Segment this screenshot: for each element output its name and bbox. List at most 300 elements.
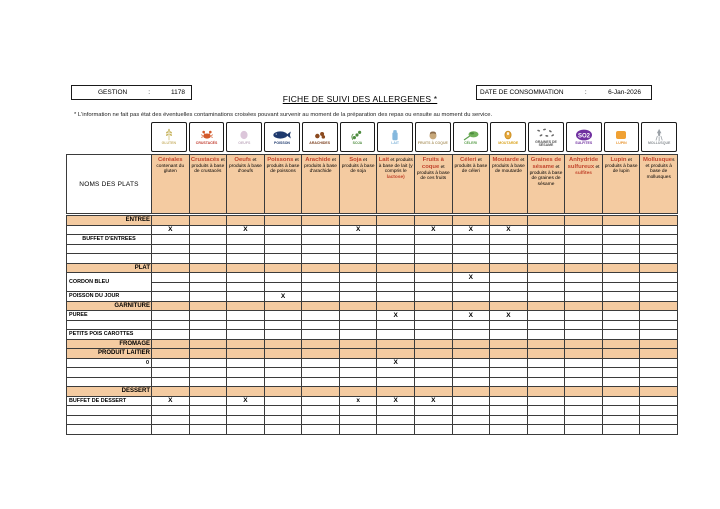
lupin-icon (613, 128, 629, 142)
dish-name-cell (67, 378, 151, 387)
allergen-mark-cell (603, 368, 640, 377)
section-band-cell (603, 387, 640, 396)
dish-name-cell: PUREE (67, 311, 151, 320)
allergen-mark-cell (227, 378, 264, 387)
allergen-desc-highlight: sulfites (575, 170, 592, 176)
allergen-mark-cell (340, 311, 377, 320)
allergen-mark-cell (152, 416, 189, 425)
allergen-mark-cell (565, 273, 602, 282)
allergen-body-grid (66, 215, 678, 435)
gestion-value: 1178 (171, 89, 185, 96)
section-band-cell (603, 340, 640, 349)
allergen-title: Graines de sésame (530, 157, 562, 170)
section-band-cell (190, 340, 227, 349)
allergen-mark-cell (302, 406, 339, 415)
dish-name-cell (67, 416, 151, 425)
section-band-cell (152, 302, 189, 311)
section-band-label: GARNITURE (67, 302, 151, 311)
allergen-mark-cell (227, 416, 264, 425)
allergen-mark-cell (265, 359, 302, 368)
allergen-mark-cell (227, 330, 264, 339)
allergen-mark-cell (152, 292, 189, 301)
allergen-icon-cell (604, 122, 640, 152)
allergen-mark-cell (640, 368, 677, 377)
allergen-mark-cell (603, 235, 640, 244)
allergen-mark-cell (227, 359, 264, 368)
allergen-mark-cell (265, 416, 302, 425)
section-band-cell (152, 349, 189, 358)
allergen-desc: et produits à base de céleri (454, 158, 488, 175)
fish-icon (271, 128, 292, 142)
allergen-mark-cell (453, 425, 490, 434)
allergen-mark-cell (528, 368, 565, 377)
allergen-mark-cell (302, 283, 339, 292)
allergen-mark-cell (340, 273, 377, 282)
egg-icon (237, 128, 251, 142)
allergen-mark-cell (152, 378, 189, 387)
allergen-mark-cell (565, 406, 602, 415)
allergen-icon-label: FRUITS À COQUE (417, 141, 448, 146)
allergen-mark-cell (302, 378, 339, 387)
section-band-cell (415, 340, 452, 349)
allergen-mark-cell (565, 397, 602, 406)
allergen-mark-cell (490, 368, 527, 377)
allergen-header-cell (415, 155, 452, 213)
section-band-cell (190, 264, 227, 273)
allergen-mark-cell (528, 378, 565, 387)
section-band-cell (490, 387, 527, 396)
allergen-mark-cell (640, 321, 677, 330)
allergen-mark-cell (377, 245, 414, 254)
dish-name-cell: PETITS POIS CAROTTES (67, 330, 151, 339)
section-band-cell (227, 340, 264, 349)
allergen-icon-label: GLUTEN (161, 141, 177, 146)
allergen-icon-label: CRUSTACÉS (195, 141, 218, 146)
section-band-cell (528, 216, 565, 225)
allergen-mark-cell (415, 245, 452, 254)
allergen-desc: et produits à base de poissons (266, 158, 300, 175)
allergen-mark-cell (340, 378, 377, 387)
allergen-mark-cell (415, 273, 452, 282)
allergen-mark-cell (490, 416, 527, 425)
allergen-mark-cell (528, 425, 565, 434)
allergen-mark-cell (490, 330, 527, 339)
section-band-cell (453, 349, 490, 358)
allergen-mark-cell (265, 273, 302, 282)
allergen-mark-cell (415, 425, 452, 434)
allergen-mark-cell (302, 368, 339, 377)
section-band-cell (528, 349, 565, 358)
dish-name-cell: POISSON DU JOUR (67, 292, 151, 301)
allergen-mark-cell (603, 416, 640, 425)
section-band-cell (190, 387, 227, 396)
allergen-mark-cell (528, 292, 565, 301)
so2-icon (574, 128, 594, 142)
section-band-cell (453, 302, 490, 311)
allergen-mark-cell (227, 368, 264, 377)
allergen-mark-cell (453, 245, 490, 254)
allergen-mark-cell (640, 235, 677, 244)
date-value: 6-Jan-2026 (608, 89, 641, 96)
section-band-cell (227, 302, 264, 311)
icon-row-spacer (66, 122, 150, 152)
allergen-mark-cell (227, 254, 264, 263)
allergen-mark-cell (340, 330, 377, 339)
section-band-cell (302, 216, 339, 225)
svg-text:SO2: SO2 (577, 133, 590, 140)
allergen-desc: et produits à base de moutarde (492, 158, 525, 175)
section-band-cell (640, 349, 677, 358)
allergen-mark-cell (152, 273, 189, 282)
allergen-mark-cell (227, 425, 264, 434)
section-band-cell (227, 264, 264, 273)
allergen-mark-cell (565, 368, 602, 377)
allergen-icon-cell (453, 122, 489, 152)
allergen-icon-label: SULFITES (575, 141, 593, 146)
allergen-mark-cell (528, 397, 565, 406)
section-band-label: ENTREE (67, 216, 151, 225)
date-box (476, 85, 652, 100)
allergen-mark-cell (377, 273, 414, 282)
section-band-cell (302, 349, 339, 358)
allergen-mark-cell (490, 397, 527, 406)
allergen-mark-cell (528, 406, 565, 415)
allergen-mark-cell (603, 397, 640, 406)
allergen-icon-cell (641, 122, 677, 152)
allergen-title: Arachide (305, 157, 331, 163)
allergen-mark-cell (265, 235, 302, 244)
allergen-icon-cell (226, 122, 262, 152)
allergen-mark-cell (565, 359, 602, 368)
section-band-cell (528, 302, 565, 311)
allergen-desc: et produits à base de ces fruits (416, 164, 450, 182)
section-band-cell (490, 264, 527, 273)
celery-icon (462, 128, 480, 142)
page-title: FICHE DE SUIVI DES ALLERGENES * (282, 94, 438, 104)
allergen-title: Anhydride sulfureux (567, 157, 599, 170)
allergen-icon-cell (151, 122, 187, 152)
allergen-mark-cell (302, 226, 339, 235)
allergen-mark-cell (453, 321, 490, 330)
section-band-cell (302, 387, 339, 396)
section-band-cell (340, 340, 377, 349)
section-band-label: PLAT (67, 264, 151, 273)
allergen-header-cell (152, 155, 189, 213)
allergen-mark-cell (415, 292, 452, 301)
allergen-header-cell (190, 155, 227, 213)
allergen-mark-cell (415, 359, 452, 368)
section-band-cell (415, 216, 452, 225)
section-band-cell (152, 264, 189, 273)
section-band-cell (265, 302, 302, 311)
allergen-mark-cell (528, 311, 565, 320)
allergen-mark-cell (528, 359, 565, 368)
allergen-mark-cell (640, 311, 677, 320)
allergen-mark-cell (415, 416, 452, 425)
section-band-cell (302, 302, 339, 311)
section-band-cell (603, 302, 640, 311)
allergen-title: Mollusque (642, 157, 673, 163)
allergen-mark-cell (565, 378, 602, 387)
allergen-mark-cell (152, 311, 189, 320)
allergen-mark-cell (265, 226, 302, 235)
section-band-cell (565, 264, 602, 273)
crab-icon (200, 128, 214, 142)
allergen-mark-cell (415, 330, 452, 339)
allergen-desc: et produits à base de lupin (604, 158, 638, 175)
allergen-mark-cell (640, 245, 677, 254)
dish-name-cell: 0 (67, 359, 151, 368)
section-band-label: DESSERT (67, 387, 151, 396)
section-band-cell (152, 387, 189, 396)
section-band-cell (640, 216, 677, 225)
allergen-mark-cell (565, 245, 602, 254)
x-mark-cell: X (152, 226, 189, 235)
allergen-mark-cell (340, 245, 377, 254)
section-band-cell (377, 349, 414, 358)
allergen-mark-cell (453, 283, 490, 292)
allergen-mark-cell (190, 273, 227, 282)
section-band-cell (377, 302, 414, 311)
allergen-desc: et produits à base d'oeufs (229, 158, 262, 175)
allergen-mark-cell (565, 416, 602, 425)
allergen-mark-cell (152, 425, 189, 434)
section-band-cell (190, 349, 227, 358)
dish-name-cell (67, 406, 151, 415)
section-band-cell (340, 387, 377, 396)
allergen-mark-cell (453, 359, 490, 368)
allergen-icon-label: ARACHIDES (309, 141, 331, 146)
allergen-mark-cell (190, 397, 227, 406)
section-band-cell (415, 264, 452, 273)
allergen-mark-cell (603, 226, 640, 235)
allergen-header-cell (640, 155, 677, 213)
allergen-header-cell (565, 155, 602, 213)
allergen-mark-cell (302, 416, 339, 425)
allergen-mark-cell (640, 378, 677, 387)
allergen-mark-cell (265, 311, 302, 320)
section-band-cell (565, 340, 602, 349)
x-mark-cell: X (227, 226, 264, 235)
allergen-mark-cell (640, 226, 677, 235)
allergen-icon-label: MOUTARDE (498, 141, 519, 146)
squid-icon (653, 128, 665, 142)
allergen-header-cell (490, 155, 527, 213)
section-band-cell (377, 216, 414, 225)
allergen-mark-cell (152, 245, 189, 254)
milk-icon (388, 128, 402, 142)
allergen-mark-cell (415, 235, 452, 244)
section-band-cell (528, 340, 565, 349)
x-mark-cell: X (453, 226, 490, 235)
allergen-mark-cell (340, 425, 377, 434)
soy-icon (350, 128, 364, 142)
x-mark-cell: X (415, 397, 452, 406)
allergen-mark-cell (490, 378, 527, 387)
section-band-cell (453, 387, 490, 396)
allergen-mark-cell (528, 245, 565, 254)
allergen-mark-cell (603, 406, 640, 415)
allergen-mark-cell (415, 368, 452, 377)
section-band-cell (603, 264, 640, 273)
allergen-mark-cell (565, 330, 602, 339)
section-band-cell (377, 264, 414, 273)
section-band-cell (265, 264, 302, 273)
section-band-cell (340, 302, 377, 311)
dish-name-cell: CORDON BLEU (67, 273, 151, 291)
allergen-mark-cell (565, 235, 602, 244)
x-mark-cell: X (227, 397, 264, 406)
allergen-mark-cell (490, 292, 527, 301)
allergen-mark-cell (415, 406, 452, 415)
allergen-icon-label: LAIT (391, 141, 400, 146)
allergen-mark-cell (152, 254, 189, 263)
allergen-mark-cell (340, 283, 377, 292)
allergen-icon-label: LUPIN (616, 141, 627, 146)
allergen-mark-cell (453, 235, 490, 244)
allergen-mark-cell (377, 283, 414, 292)
allergen-mark-cell (415, 283, 452, 292)
allergen-mark-cell (152, 330, 189, 339)
section-band-cell (415, 302, 452, 311)
gestion-label: GESTION (98, 89, 128, 96)
allergen-mark-cell (528, 416, 565, 425)
allergen-icon-cell (189, 122, 225, 152)
x-mark-cell: X (490, 311, 527, 320)
allergen-mark-cell (565, 254, 602, 263)
allergen-icon-label: OEUFS (238, 141, 251, 146)
section-band-cell (490, 216, 527, 225)
section-band-cell (377, 340, 414, 349)
section-band-cell (490, 302, 527, 311)
section-band-cell (453, 264, 490, 273)
allergen-mark-cell (565, 425, 602, 434)
section-band-label: PRODUIT LAITIER (67, 349, 151, 358)
date-label: DATE DE CONSOMMATION (480, 89, 564, 96)
allergen-header-cell (340, 155, 377, 213)
section-band-cell (377, 387, 414, 396)
x-mark-cell: X (377, 311, 414, 320)
section-band-cell (415, 349, 452, 358)
allergen-mark-cell (340, 254, 377, 263)
dish-name-cell (67, 245, 151, 254)
allergen-mark-cell (302, 273, 339, 282)
allergen-mark-cell (490, 273, 527, 282)
allergen-header-cell (227, 155, 264, 213)
allergen-mark-cell (190, 406, 227, 415)
allergen-mark-cell (640, 416, 677, 425)
allergen-mark-cell (490, 245, 527, 254)
allergen-title: Crustacés (190, 157, 220, 163)
allergen-icon-label: GRAINES DE SÉSAME (535, 139, 557, 148)
allergen-desc: et produits à base de soja (341, 158, 375, 175)
allergen-mark-cell (603, 378, 640, 387)
section-band-cell (453, 216, 490, 225)
allergen-mark-cell (453, 416, 490, 425)
allergen-mark-cell (490, 321, 527, 330)
allergen-desc: et (595, 164, 600, 170)
section-band-cell (340, 216, 377, 225)
allergen-desc: et produits à base de lait (y compris le (378, 158, 413, 175)
section-band-cell (340, 349, 377, 358)
allergen-mark-cell (377, 235, 414, 244)
allergen-mark-cell (603, 311, 640, 320)
allergen-mark-cell (640, 273, 677, 282)
allergen-mark-cell (340, 235, 377, 244)
allergen-mark-cell (603, 245, 640, 254)
section-band-cell (528, 264, 565, 273)
section-band-cell (302, 264, 339, 273)
allergen-mark-cell (377, 416, 414, 425)
allergen-mark-cell (302, 292, 339, 301)
allergen-mark-cell (265, 378, 302, 387)
allergen-mark-cell (227, 273, 264, 282)
allergen-mark-cell (340, 368, 377, 377)
allergen-mark-cell (640, 397, 677, 406)
allergen-mark-cell (302, 321, 339, 330)
section-band-cell (640, 340, 677, 349)
gestion-colon: : (148, 89, 151, 96)
allergen-mark-cell (640, 425, 677, 434)
allergen-mark-cell (227, 321, 264, 330)
allergen-mark-cell (190, 311, 227, 320)
dish-name-cell (67, 226, 151, 235)
allergen-mark-cell (603, 425, 640, 434)
allergen-header-cell (265, 155, 302, 213)
allergen-desc-highlight: lactose) (386, 174, 405, 180)
section-band-label: FROMAGE (67, 340, 151, 349)
allergen-mark-cell (453, 406, 490, 415)
allergen-mark-cell (377, 425, 414, 434)
section-band-cell (603, 349, 640, 358)
section-band-cell (528, 387, 565, 396)
allergen-mark-cell (565, 292, 602, 301)
allergen-mark-cell (152, 235, 189, 244)
allergen-mark-cell (640, 330, 677, 339)
allergen-mark-cell (227, 283, 264, 292)
dish-name-cell (67, 254, 151, 263)
allergen-icon-cell (415, 122, 451, 152)
allergen-mark-cell (603, 292, 640, 301)
section-band-cell (265, 387, 302, 396)
allergen-header-cell (528, 155, 565, 213)
allergen-mark-cell (152, 406, 189, 415)
mustard-icon (501, 128, 515, 142)
hazelnut-icon (426, 128, 440, 142)
allergen-icon-cell (566, 122, 602, 152)
allergen-mark-cell (377, 406, 414, 415)
allergen-mark-cell (565, 311, 602, 320)
allergen-mark-cell (565, 226, 602, 235)
allergen-mark-cell (190, 292, 227, 301)
allergen-mark-cell (377, 330, 414, 339)
x-mark-cell: X (340, 226, 377, 235)
allergen-mark-cell (152, 368, 189, 377)
section-band-cell (565, 387, 602, 396)
allergen-header-row (66, 154, 678, 214)
allergen-mark-cell (565, 283, 602, 292)
allergen-desc: et produits à base d'arachide (304, 158, 337, 175)
allergen-mark-cell (302, 254, 339, 263)
allergen-mark-cell (528, 254, 565, 263)
allergen-icon-cell (302, 122, 338, 152)
date-colon: : (584, 89, 587, 96)
allergen-mark-cell (603, 330, 640, 339)
allergen-mark-cell (377, 226, 414, 235)
allergen-mark-cell (377, 254, 414, 263)
allergen-mark-cell (377, 321, 414, 330)
section-band-cell (640, 302, 677, 311)
